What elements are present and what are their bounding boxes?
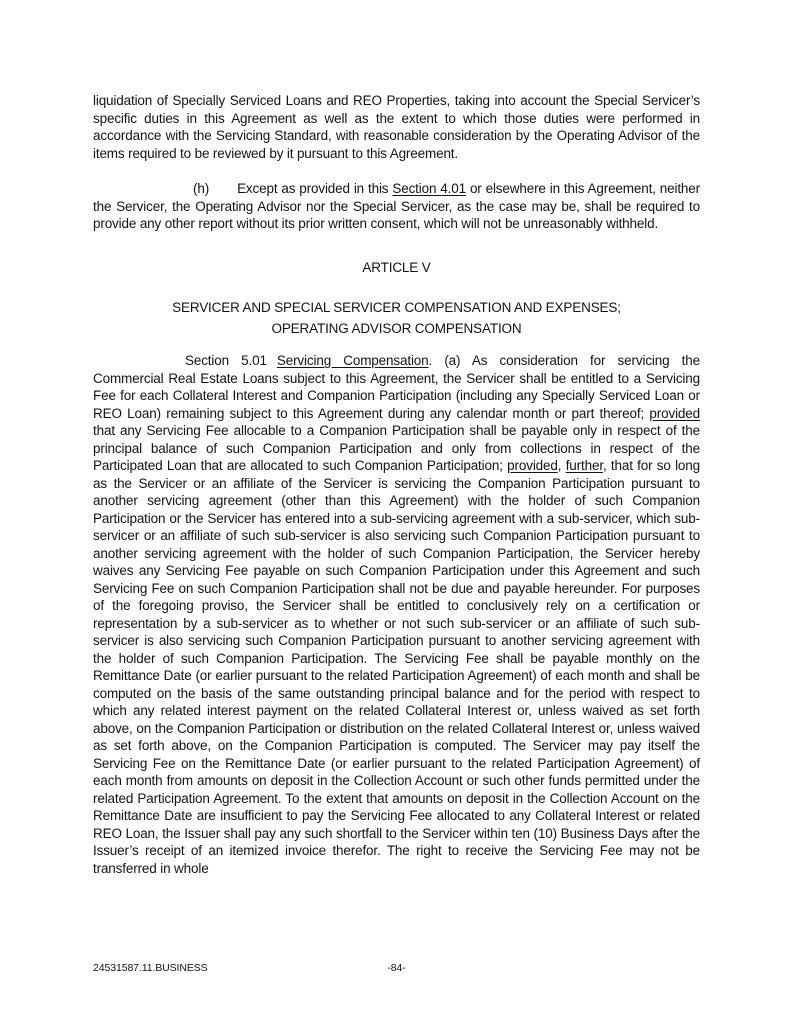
- page-number: -84-: [387, 962, 406, 974]
- underlined-text: Servicing Compensation: [276, 353, 429, 368]
- continued-paragraph: liquidation of Specially Serviced Loans and REO Properties, taking into account the Special Servicer’s specific duties in this Agreement as well as the extent to which those duties were performed in accordance with the Servicing Standard, with reasonable consideration by the Operating Advisor of the items required to be reviewed by it pursuant to this Agreement.: [93, 93, 700, 161]
- article-subheading-line: OPERATING ADVISOR COMPENSATION: [271, 320, 522, 336]
- article-heading: [93, 259, 700, 277]
- article-heading-line: ARTICLE V: [362, 259, 431, 275]
- paragraph-section-5-01-label: Section 5.01: [185, 353, 267, 368]
- paragraph-h: (h) Except as provided in this Section 4.01 or elsewhere in this Agreement, neither the Servicer, the Operating Advisor nor the Special Servicer, as the case may be, shall be required to provide any other report without its prior written consent, which will not be unreasonably withheld.: [93, 181, 700, 231]
- underlined-text: provided: [649, 405, 700, 421]
- article-subheading-line: SERVICER AND SPECIAL SERVICER COMPENSATION AND EXPENSES;: [172, 300, 621, 315]
- article-subheading: [93, 298, 700, 339]
- footer-doc-id: 24531587.11.BUSINESS: [93, 962, 208, 974]
- document-body: [93, 92, 700, 877]
- paragraph-h-label: (h): [193, 181, 210, 196]
- underlined-text: further: [565, 458, 603, 473]
- paragraph-section-5-01: Section 5.01 Servicing Compensation. (a) As consideration for servicing the Commercial Real Estate Loans subject to this Agreement, the Servicer shall be entitled to a Servicing Fee for each Collateral Interest and Companion Participation (including any Specially Serviced Loan or REO Loan) remaining subject to this Agreement during any calendar month or part thereof; provided that any Servicing Fee allocable to a Companion Participation shall be payable only in respect of the principal balance of such Companion Participation and only from collections in respect of the Participated Loan that are allocated to such Companion Participation; provided, further, that for so long as the Servicer or an affiliate of the Servicer is servicing the Companion Participation pursuant to another servicing agreement (other than this Agreement) with the holder of such Companion Participation or the Servicer has entered into a sub-servicing agreement with a sub-servicer, which sub-servicer or an affiliate of such sub-servicer is also servicing such Companion Participation pursuant to another servicing agreement with the holder of such Companion Participation, the Servicer hereby waives any Servicing Fee payable on such Companion Participation under this Agreement and such Servicing Fee on such Companion Participation shall not be due and payable hereunder. For purposes of the foregoing proviso, the Servicer shall be entitled to conclusively rely on a certification or representation by a sub-servicer as to whether or not such sub-servicer or an affiliate of such sub-servicer is also servicing such Companion Participation pursuant to another servicing agreement with the holder of such Companion Participation. The Servicing Fee shall be payable monthly on the Remittance Date (or earlier pursuant to the related Participation Agreement) of each month and shall be computed on the basis of the same outstanding principal balance and for the period with respect to which any related interest payment on the related Collateral Interest or, unless waived as set forth above, on the Companion Participation or distribution on the related Collateral Interest or, unless waived as set forth above, on the Companion Participation is computed. The Servicer may pay itself the Servicing Fee on the Remittance Date (or earlier pursuant to the related Participation Agreement) of each month from amounts on deposit in the Collection Account or such other funds permitted under the related Participation Agreement. To the extent that amounts on deposit in the Collection Account on the Remittance Date are insufficient to pay the Servicing Fee allocated to any Collateral Interest or related REO Loan, the Issuer shall pay any such shortfall to the Servicer within ten (10) Business Days after the Issuer’s receipt of an itemized invoice therefor. The right to receive the Servicing Fee may not be transferred in whole: [93, 353, 701, 876]
- underlined-text: provided: [507, 458, 558, 473]
- underlined-text: Section 4.01: [392, 181, 466, 196]
